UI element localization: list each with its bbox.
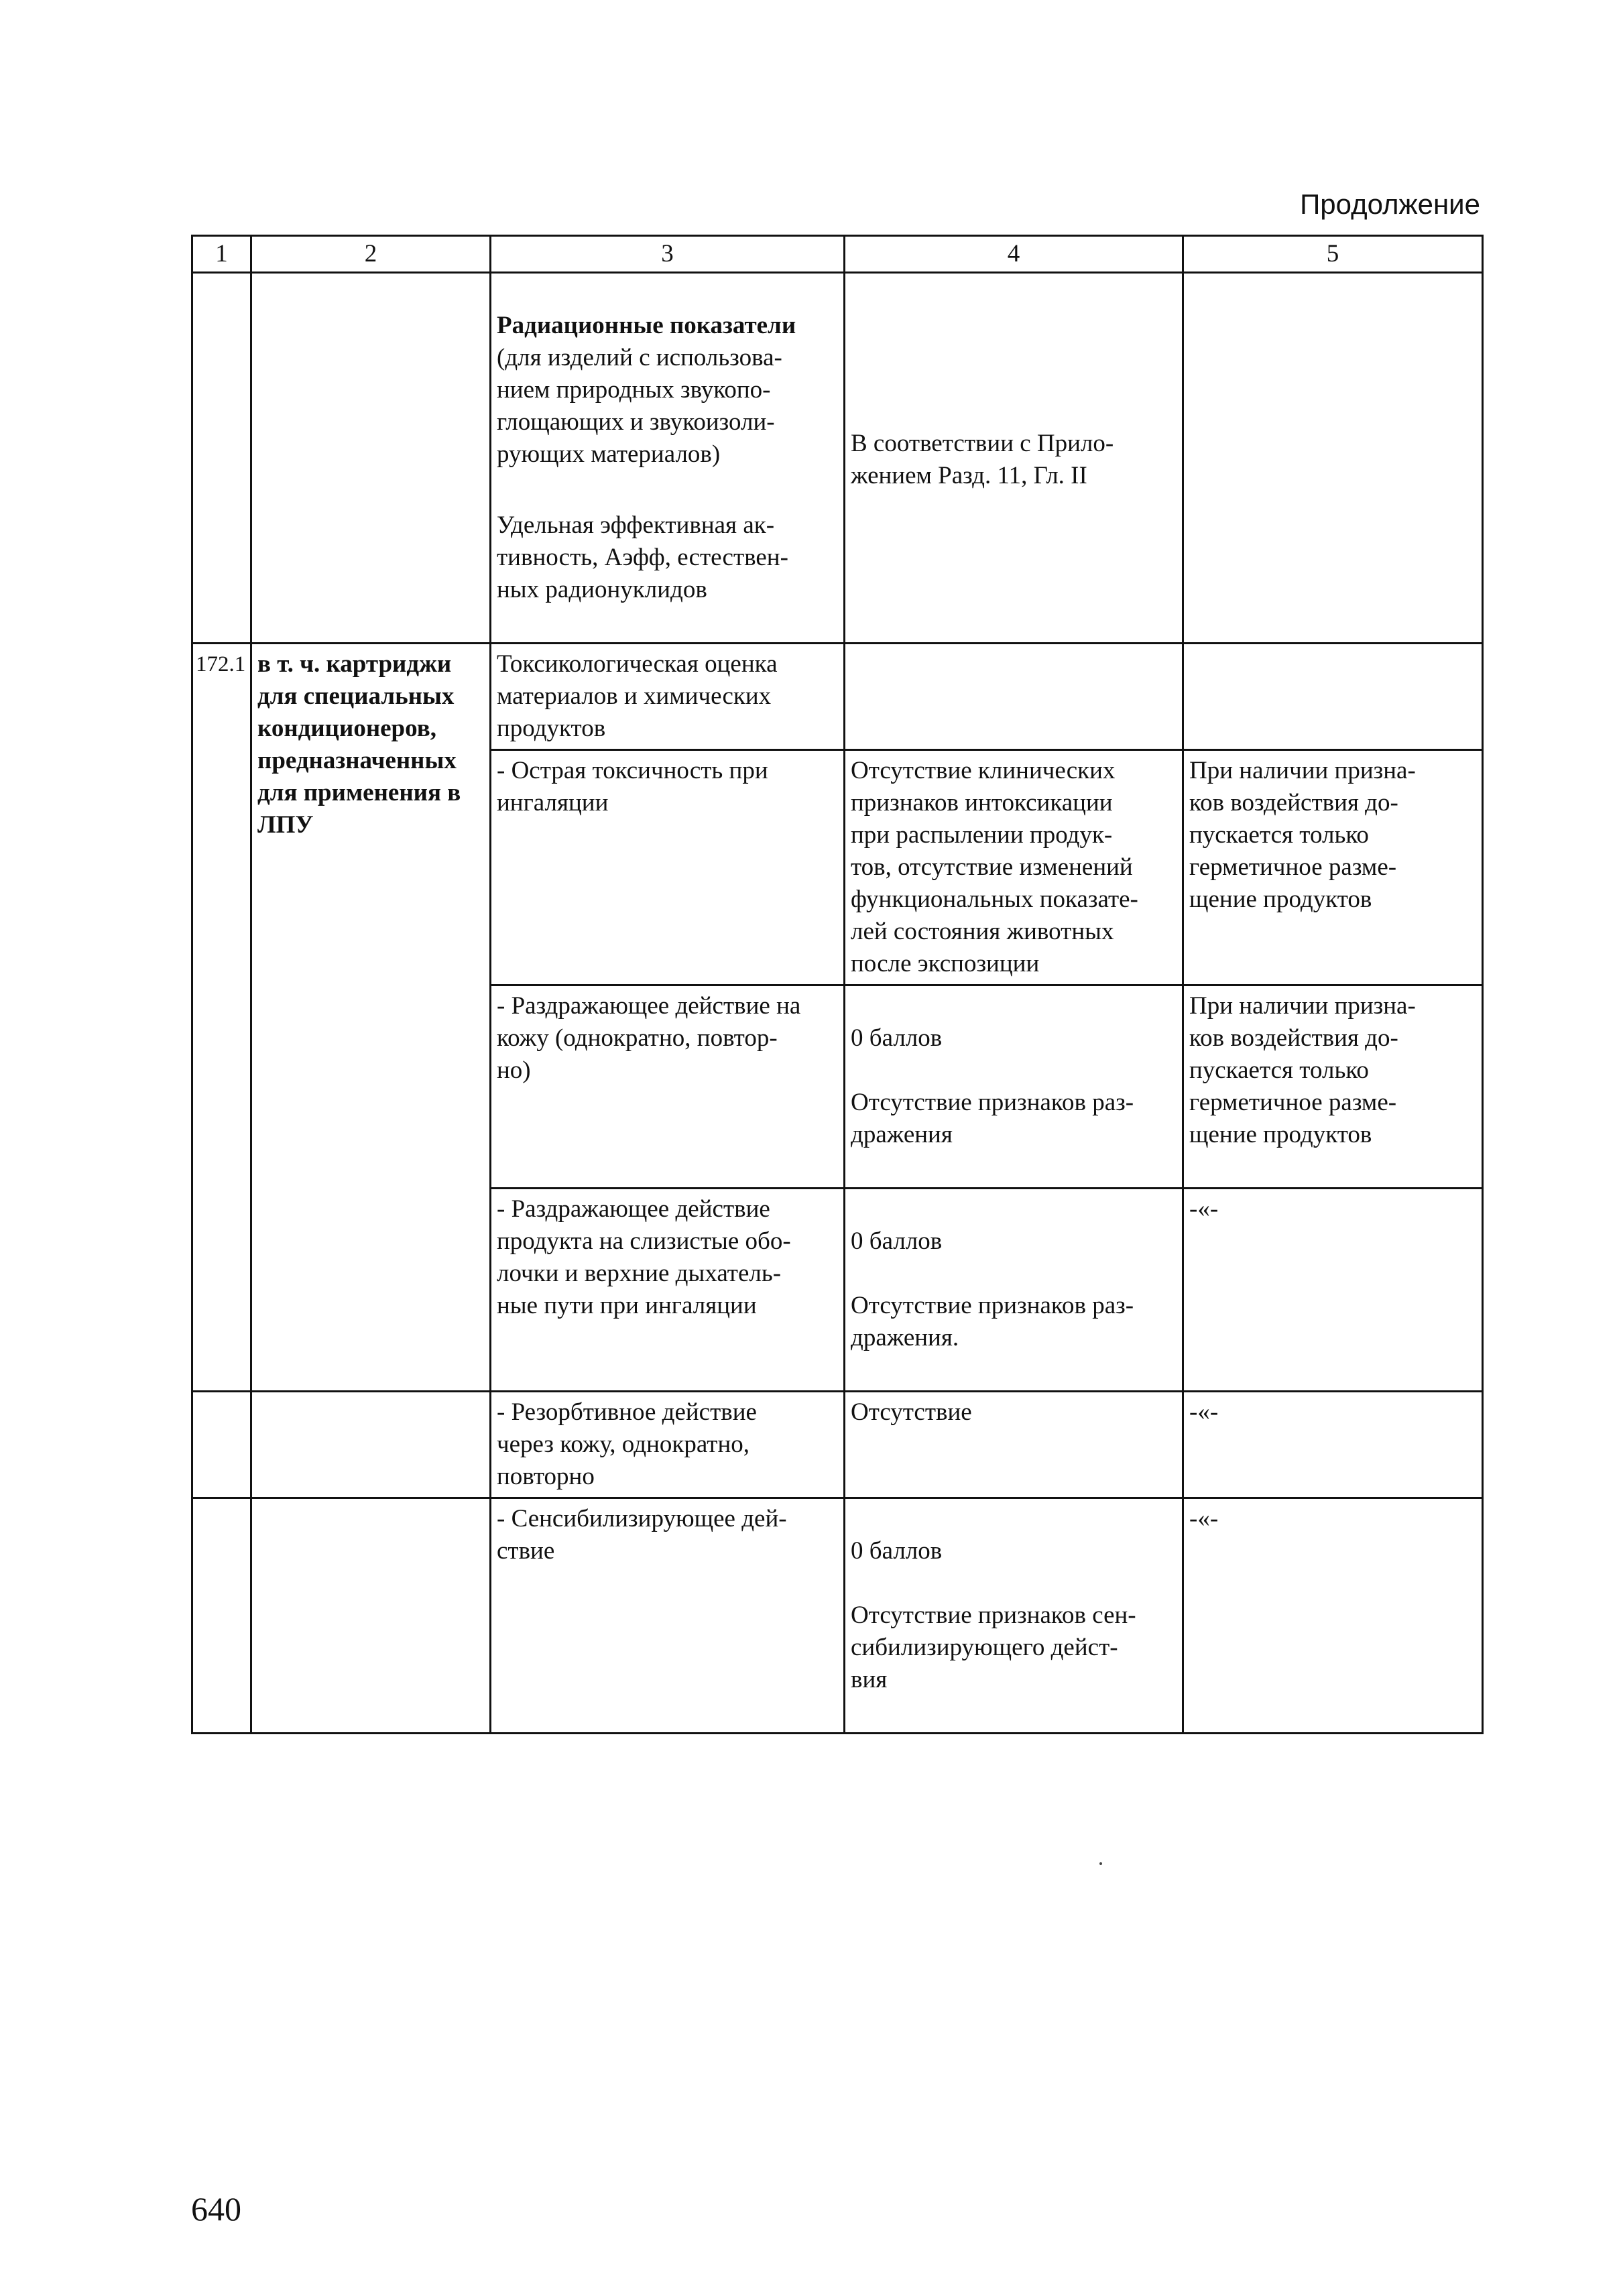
empty-cell: [192, 273, 251, 644]
norm-cell: [845, 1189, 1183, 1392]
page-number: 640: [191, 2190, 241, 2228]
norm-text: Отсутствие признаков раз- дражения: [851, 1089, 1134, 1148]
indicator-cell: - Острая токсичность при ингаляции: [491, 750, 845, 985]
header-col-4: 4: [845, 236, 1183, 273]
radiation-norm-cell: [845, 273, 1183, 644]
toxicology-title-row: [192, 644, 1483, 750]
radiation-indicator-cell: [491, 273, 845, 644]
table-header-row: [192, 236, 1483, 273]
empty-cell: [1183, 644, 1483, 750]
norm-text: Отсутствие признаков сен- сибилизирующего дейст- вия: [851, 1602, 1136, 1693]
table-row: [192, 1498, 1483, 1734]
header-col-2: 2: [251, 236, 491, 273]
header-col-1: 1: [192, 236, 251, 273]
table-row: [192, 1392, 1483, 1498]
empty-cell: [1183, 273, 1483, 644]
radiation-row: [192, 273, 1483, 644]
scan-speck: [1099, 1862, 1102, 1865]
indicator-cell: - Резорбтивное действие через кожу, однократно, повторно: [491, 1392, 845, 1498]
norm-cell: [845, 985, 1183, 1189]
toxicology-title: Токсикологическая оценка материалов и химических продуктов: [491, 644, 845, 750]
requirements-table: [191, 235, 1484, 1734]
continuation-label: Продолжение: [1300, 188, 1480, 220]
note-cell: При наличии призна- ков воздействия до- пускается только герметичное разме- щение продуктов: [1183, 750, 1483, 985]
norm-score: 0 баллов: [851, 1537, 943, 1565]
indicator-cell: - Раздражающее действие на кожу (однократно, повтор- но): [491, 985, 845, 1189]
radiation-indicator: Удельная эффективная ак- тивность, Аэфф, естествен- ных радионуклидов: [497, 511, 788, 603]
header-col-3: 3: [491, 236, 845, 273]
indicator-cell: - Раздражающее действие продукта на слизистые обо- лочки и верхние дыхатель- ные пути при ингаляции: [491, 1189, 845, 1392]
norm-text: Отсутствие признаков раз- дражения.: [851, 1292, 1134, 1351]
empty-cell: [251, 1498, 491, 1734]
indicator-cell: - Сенсибилизирующее дей- ствие: [491, 1498, 845, 1734]
radiation-note: (для изделий с использова- нием природных звукопо- глощающих и звукоизоли- рующих материалов): [497, 344, 782, 468]
note-cell: -«-: [1183, 1392, 1483, 1498]
empty-cell: [845, 644, 1183, 750]
note-cell: -«-: [1183, 1189, 1483, 1392]
norm-score: 0 баллов: [851, 1227, 943, 1255]
note-cell: При наличии призна- ков воздействия до- пускается только герметичное разме- щение продуктов: [1183, 985, 1483, 1189]
norm-cell: Отсутствие: [845, 1392, 1183, 1498]
norm-cell: [845, 1498, 1183, 1734]
note-cell: -«-: [1183, 1498, 1483, 1734]
radiation-norm: В соответствии с Прило- жением Разд. 11, Гл. II: [851, 430, 1114, 489]
empty-cell: [251, 1392, 491, 1498]
norm-score: 0 баллов: [851, 1024, 943, 1052]
radiation-title: Радиационные показатели: [497, 312, 796, 339]
norm-cell: Отсутствие клинических признаков интоксикации при распылении продук- тов, отсутствие изменений функциональных показате- лей состояния животных после экспозиции: [845, 750, 1183, 985]
item-name: в т. ч. картриджи для специальных кондиционеров, предназначенных для применения в ЛПУ: [251, 644, 491, 1392]
item-number: 172.1: [192, 644, 251, 1392]
empty-cell: [251, 273, 491, 644]
empty-cell: [192, 1392, 251, 1498]
empty-cell: [192, 1498, 251, 1734]
header-col-5: 5: [1183, 236, 1483, 273]
